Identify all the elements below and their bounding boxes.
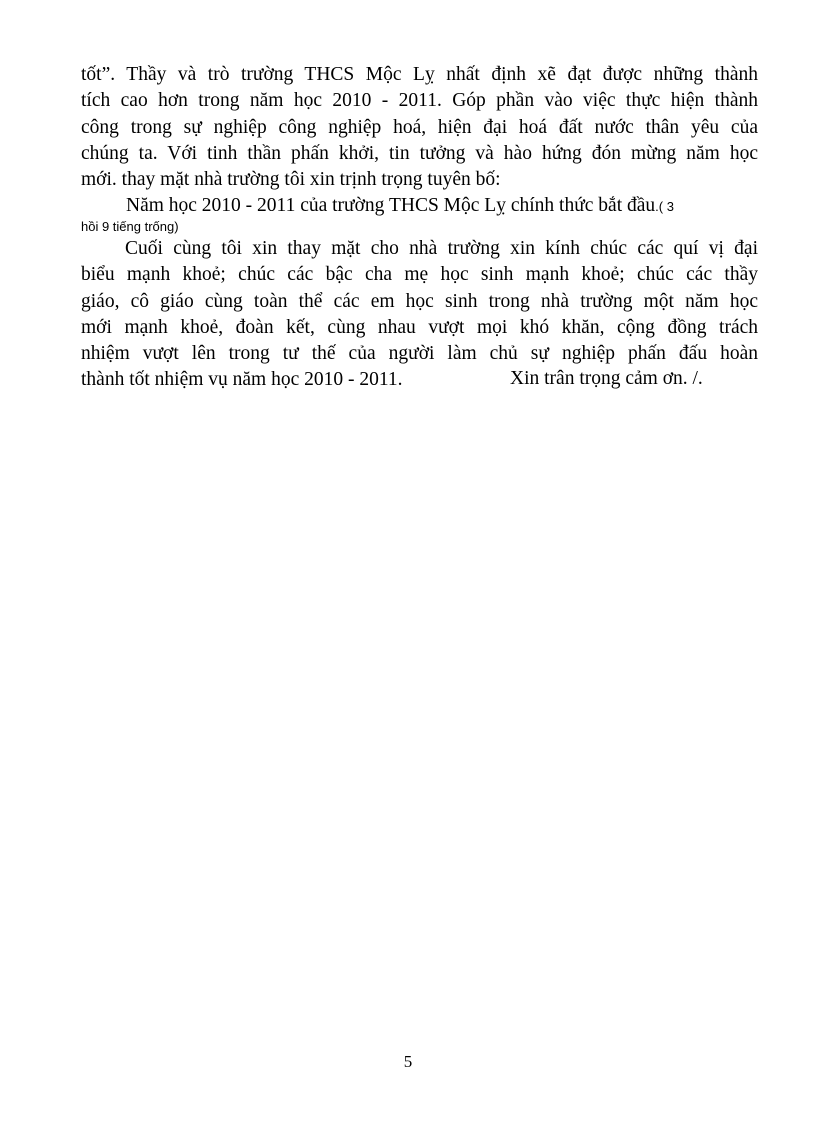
- declaration-text: Năm học 2010 - 2011 của trường THCS Mộc Lỵ chính thức bắt đầu: [126, 195, 656, 216]
- declaration-line: [81, 193, 758, 219]
- paragraph-line: giáo, cô giáo cùng toàn thể các em học sinh trong nhà trường một năm học: [81, 290, 758, 312]
- paragraph-continuation: [81, 62, 758, 193]
- paragraph-line: nhiệm vượt lên trong tư thế của người làm chủ sự nghiệp phấn đấu hoàn: [81, 343, 758, 365]
- declaration-note-start: .( 3: [655, 199, 674, 214]
- closing-thanks: Xin trân trọng cảm ơn. /.: [510, 368, 703, 389]
- paragraph-line: mới mạnh khoẻ, đoàn kết, cùng nhau vượt mọi khó khăn, cộng đồng trách: [81, 316, 758, 338]
- paragraph-line: thành tốt nhiệm vụ năm học 2010 - 2011.: [81, 369, 403, 391]
- page-number: 5: [403, 1052, 413, 1071]
- paragraph-line: tích cao hơn trong năm học 2010 - 2011. Góp phần vào việc thực hiện thành: [81, 90, 758, 112]
- paragraph-line: chúng ta. Với tinh thần phấn khởi, tin tưởng và hào hứng đón mừng năm học: [81, 142, 758, 164]
- paragraph-line: công trong sự nghiệp công nghiệp hoá, hiện đại hoá đất nước thân yêu của: [81, 116, 758, 138]
- declaration-block: [81, 193, 758, 235]
- declaration-note-end: hồi 9 tiếng trống): [81, 219, 179, 235]
- paragraph-line: Cuối cùng tôi xin thay mặt cho nhà trường xin kính chúc các quí vị đại: [125, 238, 758, 259]
- paragraph-line: tốt”. Thầy và trò trường THCS Mộc Lỵ nhất định xẽ đạt được những thành: [81, 64, 758, 85]
- paragraph-line: biểu mạnh khoẻ; chúc các bậc cha mẹ học sinh mạnh khoẻ; chúc các thầy: [81, 264, 758, 286]
- paragraph-line: mới. thay mặt nhà trường tôi xin trịnh trọng tuyên bố:: [81, 169, 501, 191]
